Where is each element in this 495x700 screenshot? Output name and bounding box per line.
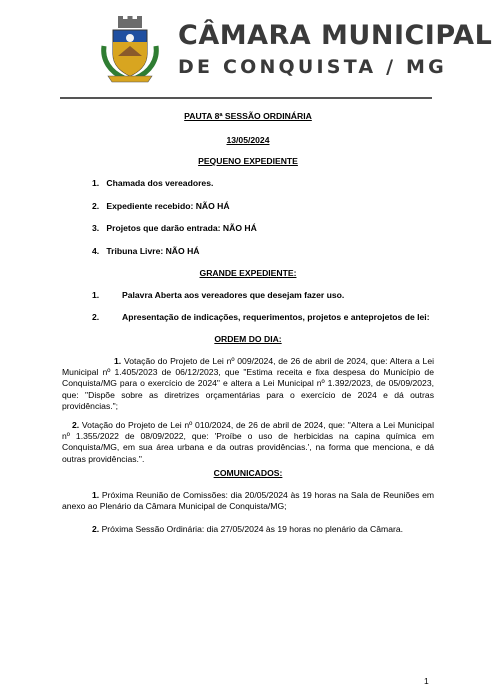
section-grande-expediente: GRANDE EXPEDIENTE: xyxy=(199,268,297,278)
agenda-paragraph: 1. Votação do Projeto de Lei nº 009/2024, de 26 de abril de 2024, que: Altera a Lei Municipal nº 1.405/2023 de 06/12/2023, que "Estima receita e fixa despesa do Município de Conquista/MG para o exercício de 2024" e altera a Lei Municipal nº 1.392/2023, de 05/09/2023, que: "Dispõe sobre as diretrizes orçamentárias para o exercício de 2024 e dá outras providências."; xyxy=(62,356,435,411)
brand-subtitle: DE CONQUISTA / MG xyxy=(178,56,447,78)
list-item: 2. Expediente recebido: NÃO HÁ xyxy=(92,201,230,211)
list-item: 1. Palavra Aberta aos vereadores que desejam fazer uso. xyxy=(92,290,345,300)
agenda-paragraph: 1. Próxima Reunião de Comissões: dia 20/05/2024 às 19 horas na Sala de Reuniões em anexo ao Plenário da Câmara Municipal de Conquista/MG; xyxy=(62,490,435,512)
list-item: 3. Projetos que darão entrada: NÃO HÁ xyxy=(92,223,257,233)
section-comunicados: COMUNICADOS: xyxy=(213,468,283,478)
section-ordem-do-dia: ORDEM DO DIA: xyxy=(214,334,282,344)
header-divider xyxy=(60,97,432,99)
list-item: 4. Tribuna Livre: NÃO HÁ xyxy=(92,246,200,256)
agenda-paragraph: 2. Votação do Projeto de Lei nº 010/2024, de 26 de abril de 2024, que: "Altera a Lei Municipal nº 1.355/2022 de 08/09/2022, que: 'Proíbe o uso de herbicidas na capina química em Conquista/MG, em sua área urbana e da outras providências.', na forma que menciona, e dá outras providências.". xyxy=(62,420,434,464)
section-pequeno-expediente: PEQUENO EXPEDIENTE xyxy=(198,156,298,166)
brand-title: CÂMARA MUNICIPAL xyxy=(178,20,493,51)
municipal-seal-icon xyxy=(96,16,164,84)
list-item: 1. Chamada dos vereadores. xyxy=(92,178,214,188)
agenda-title: PAUTA 8ª SESSÃO ORDINÁRIA xyxy=(184,111,312,121)
agenda-date: 13/05/2024 xyxy=(226,135,270,145)
letterhead xyxy=(96,12,493,90)
agenda-paragraph: 2. Próxima Sessão Ordinária: dia 27/05/2024 às 19 horas no plenário da Câmara. xyxy=(92,524,403,534)
list-item: 2. Apresentação de indicações, requerimentos, projetos e anteprojetos de lei: xyxy=(92,312,430,322)
page-number: 1 xyxy=(424,676,429,686)
